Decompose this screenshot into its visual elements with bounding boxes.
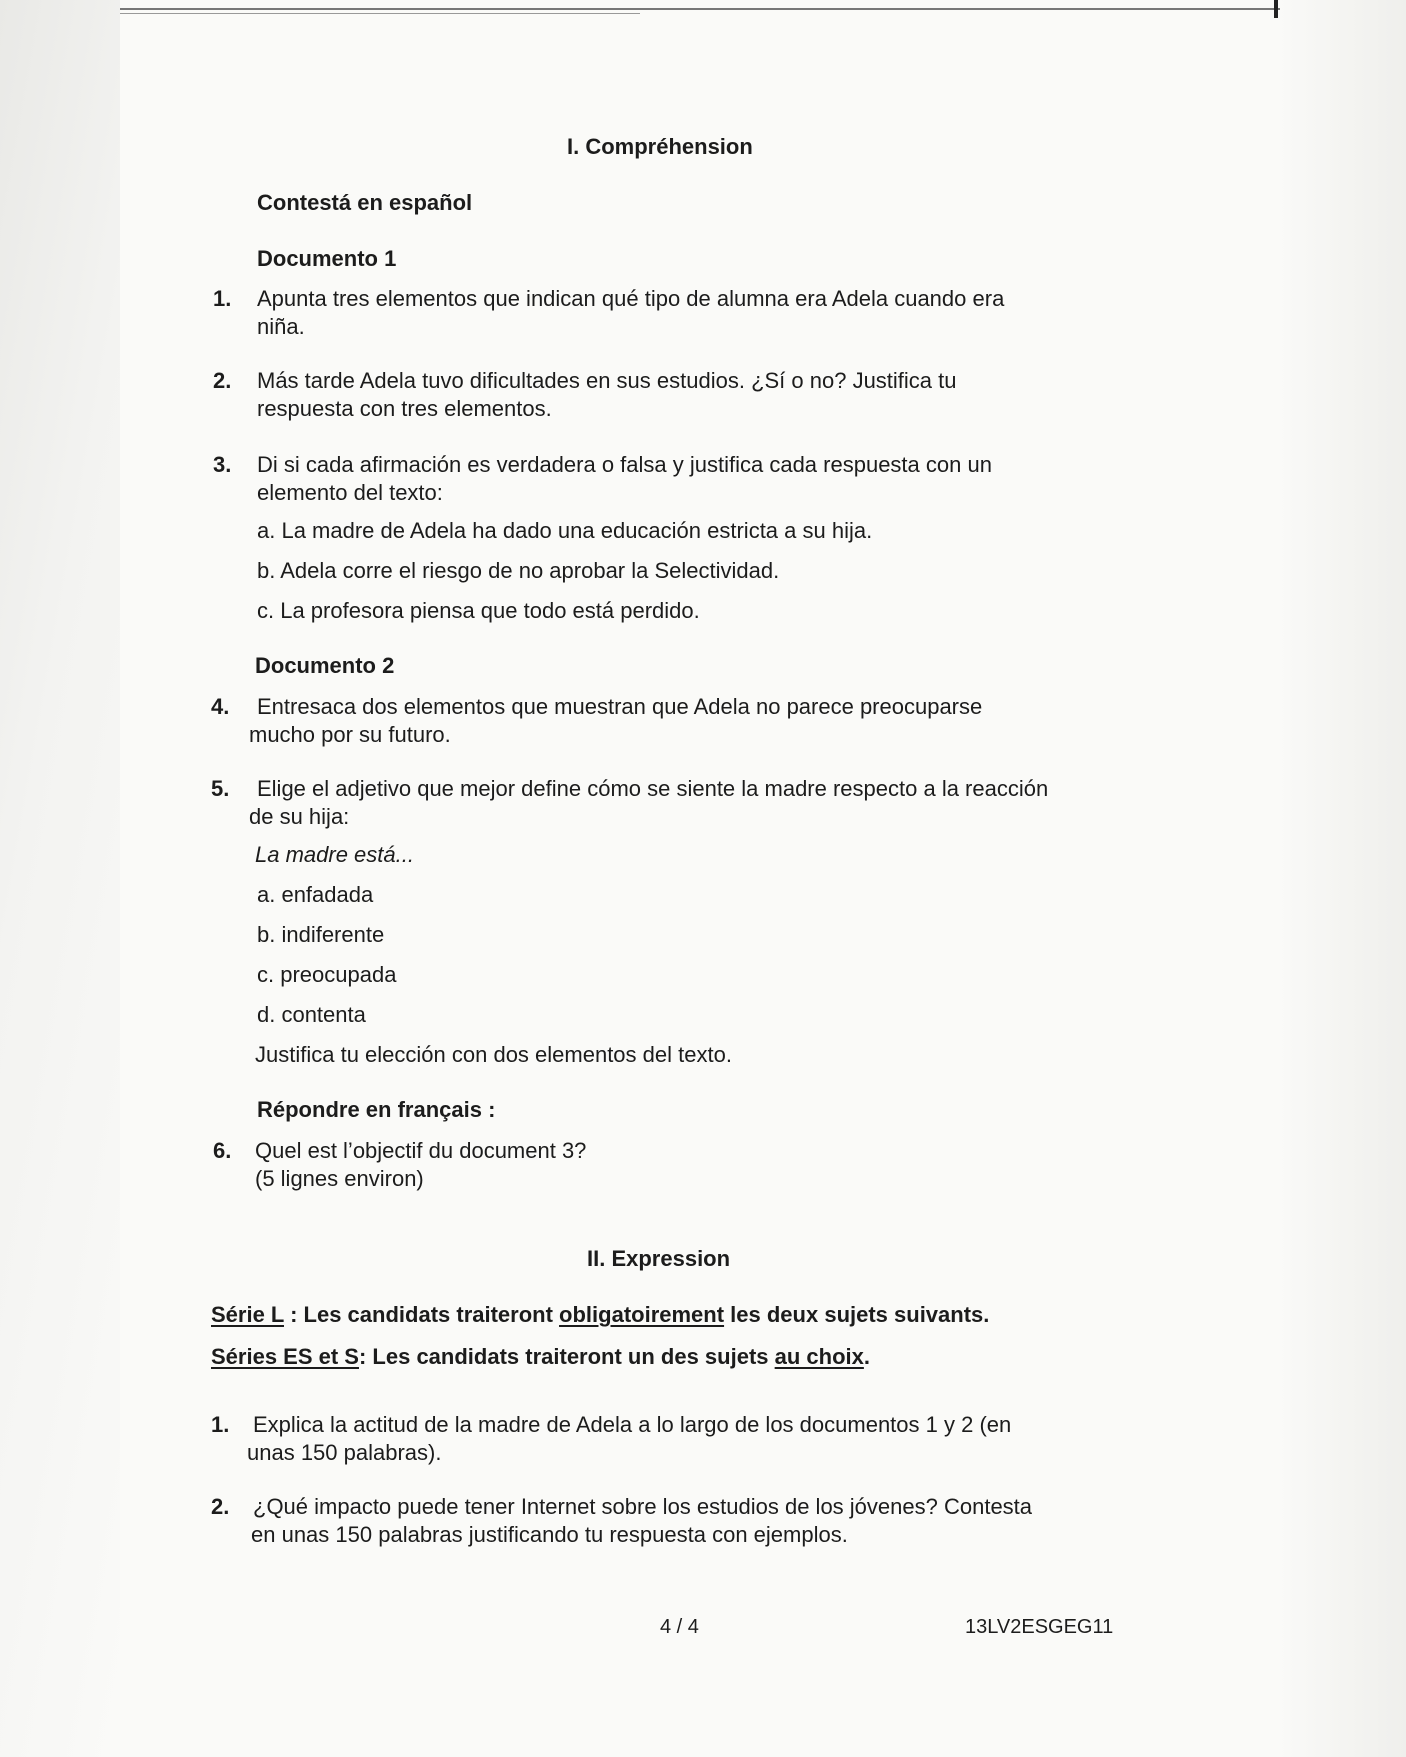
question-number: 5. — [211, 776, 230, 801]
question-5-option-d: d. contenta — [257, 1002, 366, 1027]
series-es-s-emphasis: au choix — [774, 1344, 864, 1369]
question-number: 4. — [211, 694, 230, 719]
question-2-line-2: respuesta con tres elementos. — [257, 396, 552, 421]
expression-1-line-1: Explica la actitud de la madre de Adela a lo largo de los documentos 1 y 2 (en — [253, 1412, 1012, 1437]
question-number: 3. — [213, 452, 232, 477]
question-5-line-1: Elige el adjetivo que mejor define cómo se siente la madre respecto a la reacción — [257, 776, 1049, 801]
serie-l-emphasis: obligatoirement — [559, 1302, 725, 1327]
scan-left-shadow — [0, 0, 120, 1757]
serie-l-text: : Les candidats traiteront — [283, 1302, 560, 1327]
serie-l-instruction — [211, 1301, 989, 1329]
series-es-s-label: Séries ES et S — [211, 1344, 359, 1369]
question-3-option-b: b. Adela corre el riesgo de no aprobar la Selectividad. — [257, 558, 780, 583]
question-6-line-1: Quel est l’objectif du document 3? — [255, 1138, 587, 1163]
page-number: 4 / 4 — [660, 1616, 699, 1638]
question-5-option-b: b. indiferente — [257, 922, 385, 947]
question-5-option-c: c. preocupada — [257, 962, 397, 987]
series-es-s-text: : Les candidats traiteront un des sujets — [358, 1344, 775, 1369]
question-6-line-2: (5 lignes environ) — [255, 1166, 424, 1191]
document-2-heading: Documento 2 — [255, 653, 395, 678]
question-5-prompt: La madre está... — [255, 842, 414, 867]
series-es-s-instruction — [211, 1343, 870, 1371]
serie-l-text-end: les deux sujets suivants. — [724, 1302, 990, 1327]
scan-top-line — [120, 8, 1280, 10]
expression-number: 1. — [211, 1412, 230, 1437]
question-number: 6. — [213, 1138, 232, 1163]
question-3-line-1: Di si cada afirmación es verdadera o falsa y justifica cada respuesta con un — [257, 452, 992, 477]
expression-1-line-2: unas 150 palabras). — [247, 1440, 442, 1465]
series-es-s-text-end: . — [863, 1344, 871, 1369]
section-title-expression: II. Expression — [587, 1246, 731, 1271]
question-1-line-1: Apunta tres elementos que indican qué tipo de alumna era Adela cuando era — [257, 286, 1005, 311]
scan-corner-mark — [1274, 0, 1278, 18]
question-4-line-2: mucho por su futuro. — [249, 722, 451, 747]
question-3-option-a: a. La madre de Adela ha dado una educación estricta a su hija. — [257, 518, 873, 543]
question-number: 1. — [213, 286, 232, 311]
section-title-comprehension: I. Compréhension — [567, 134, 753, 159]
instruction-french: Répondre en français : — [257, 1097, 496, 1122]
expression-number: 2. — [211, 1494, 230, 1519]
scan-top-line-secondary — [120, 13, 640, 14]
scan-right-shadow — [1276, 0, 1406, 1757]
document-1-heading: Documento 1 — [257, 246, 397, 271]
question-number: 2. — [213, 368, 232, 393]
document-code: 13LV2ESGEG11 — [965, 1616, 1114, 1638]
expression-2-line-2: en unas 150 palabras justificando tu respuesta con ejemplos. — [251, 1522, 848, 1547]
question-1-line-2: niña. — [257, 314, 305, 339]
question-5-line-2: de su hija: — [249, 804, 350, 829]
question-2-line-1: Más tarde Adela tuvo dificultades en sus estudios. ¿Sí o no? Justifica tu — [257, 368, 957, 393]
question-5-justify: Justifica tu elección con dos elementos del texto. — [255, 1042, 732, 1067]
question-3-line-2: elemento del texto: — [257, 480, 443, 505]
question-5-option-a: a. enfadada — [257, 882, 374, 907]
serie-l-label: Série L — [211, 1302, 284, 1327]
question-4-line-1: Entresaca dos elementos que muestran que Adela no parece preocuparse — [257, 694, 983, 719]
expression-2-line-1: ¿Qué impacto puede tener Internet sobre los estudios de los jóvenes? Contesta — [253, 1494, 1033, 1519]
question-3-option-c: c. La profesora piensa que todo está perdido. — [257, 598, 700, 623]
instruction-spanish: Contestá en español — [257, 190, 473, 215]
